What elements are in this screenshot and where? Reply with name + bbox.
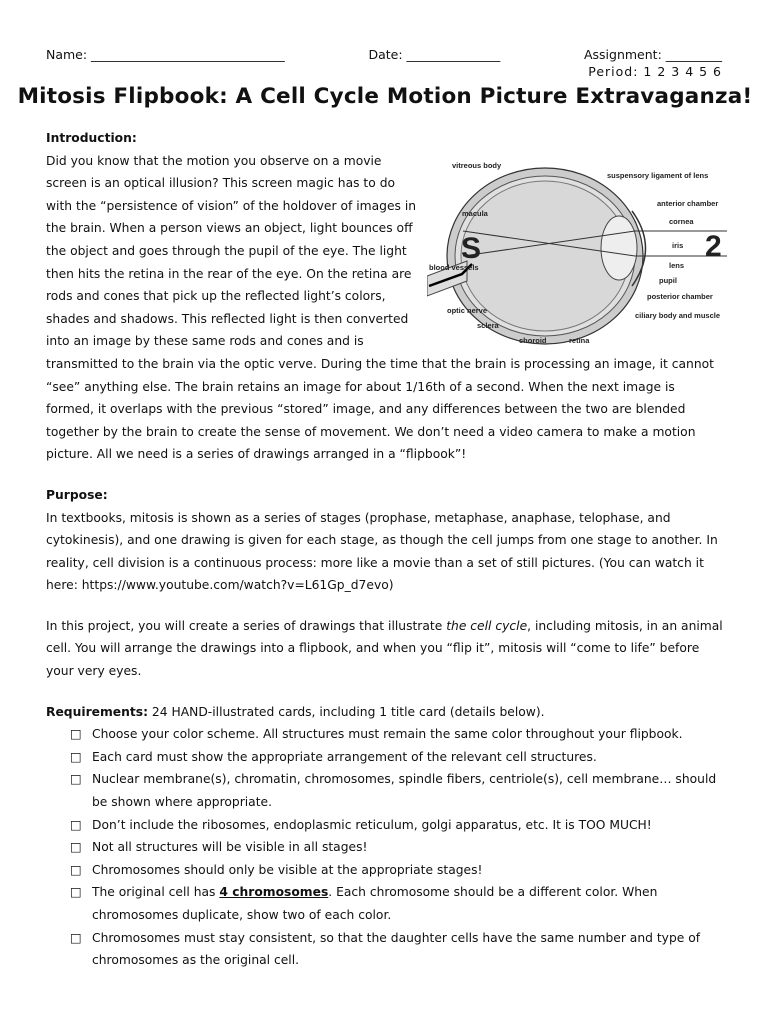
intro-text: Did you know that the motion you observe on a movie screen is an optical illusion? This screen magic has to do with the “persistence of vision” of the holdover of images in the brain. When a person views an object, light bounces off the object and goes through the pupil of the eye. The light then hits the retina in the rear of the eye. On the retina are rods and cones that pick up the reflected light’s colors, shades and shadows. This reflected light is then converted into an image by these same rods and cones and is transmitted to the brain via the optic verve. During the time that the brain is processing an image, it cannot “see” anything else. The brain retains an image for about 1/16th of a second. When the next image is formed, it overlaps with the previous “stored” image, and any differences between the two are blended together by the brain to create the sense of movement. We don’t need a video camera to make a motion picture. All we need is a series of drawings arranged in a “flipbook”! (46, 153, 714, 462)
label-iris: iris (672, 240, 684, 250)
label-blood-vessels: blood vessels (429, 262, 479, 272)
assignment-field: Assignment: _________ (583, 47, 722, 62)
name-field: Name: _______________________________ (46, 47, 285, 62)
checkbox-bullet-icon: □ (70, 930, 82, 945)
requirements-summary: 24 HAND-illustrated cards, including 1 title card (details below). (148, 704, 545, 719)
label-lens: lens (669, 260, 685, 270)
project-text-b: , including mitosis, in an animal cell. You will arrange the drawings into a flipbook, and when you “flip it”, mitosis will “come to life” before your very eyes. (46, 618, 723, 679)
list-item (70, 859, 726, 882)
list-item-text: Chromosomes should only be visible at the appropriate stages! (92, 862, 483, 877)
list-item-text (92, 881, 726, 926)
list-item (70, 723, 726, 746)
list-item-text: Not all structures will be visible in all stages! (92, 840, 368, 855)
eye-diagram (427, 156, 732, 348)
list-item-text: Choose your color scheme. All structures must remain the same color throughout your flipbook. (92, 727, 683, 742)
project-text-emphasis: the cell cycle (446, 618, 528, 633)
period-field: Period: 1 2 3 4 5 6 (588, 64, 722, 79)
label-ciliary: ciliary body and muscle (635, 310, 721, 320)
label-anterior: anterior chamber (657, 198, 719, 208)
list-item (70, 814, 726, 837)
checkbox-bullet-icon: □ (70, 817, 82, 832)
header (46, 47, 722, 79)
date-field: Date: _______________ (368, 47, 501, 62)
checkbox-bullet-icon: □ (70, 840, 82, 855)
checkbox-bullet-icon: □ (70, 862, 82, 877)
requirements-heading: Requirements: (46, 704, 149, 719)
requirements-list (46, 723, 726, 972)
label-cornea: cornea (669, 216, 694, 226)
label-pupil: pupil (659, 275, 677, 285)
list-item (70, 927, 726, 972)
checkbox-bullet-icon: □ (70, 772, 82, 787)
project-text (46, 615, 726, 683)
requirements-intro (46, 701, 726, 724)
list-item-text: Don’t include the ribosomes, endoplasmic reticulum, golgi apparatus, etc. It is TOO MUCH! (92, 817, 652, 832)
list-item (70, 836, 726, 859)
purpose-heading: Purpose: (46, 487, 108, 502)
label-choroid: choroid (519, 335, 547, 345)
list-item-text: Chromosomes must stay consistent, so that the daughter cells have the same number and type of chromosomes as the original cell. (92, 930, 701, 968)
intro-heading: Introduction: (46, 131, 137, 145)
label-vitreous: vitreous body (452, 160, 502, 170)
label-retina: retina (569, 335, 590, 345)
retina-image-glyph: S (461, 231, 482, 265)
item7-underlined: 4 chromosomes (219, 885, 329, 900)
purpose-text: In textbooks, mitosis is shown as a series of stages (prophase, metaphase, anaphase, telophase, and cytokinesis), and one drawing is given for each stage, as though the cell jumps from one stage to another. In reality, cell division is a continuous process: more like a movie than a set of still pictures. (You can watch it here: https://www.youtube.com/watch?v=L61Gp_d7evo) (46, 510, 718, 593)
list-item (70, 881, 726, 926)
object-glyph: 2 (705, 229, 722, 263)
checkbox-bullet-icon: □ (70, 727, 82, 742)
checkbox-bullet-icon: □ (70, 885, 82, 900)
list-item (70, 768, 726, 813)
item7-text-a: The original cell has (92, 885, 220, 900)
list-item-text: Nuclear membrane(s), chromatin, chromosomes, spindle fibers, centriole(s), cell membrane… should be shown where appropriate. (92, 772, 717, 810)
page-title: Mitosis Flipbook: A Cell Cycle Motion Picture Extravaganza! (17, 84, 753, 109)
list-item-text: Each card must show the appropriate arrangement of the relevant cell structures. (92, 749, 597, 764)
checkbox-bullet-icon: □ (70, 749, 82, 764)
project-text-a: In this project, you will create a series of drawings that illustrate (46, 618, 447, 633)
label-optic-nerve: optic nerve (447, 305, 488, 315)
label-sclera: sclera (477, 320, 499, 330)
label-suspensory: suspensory ligament of lens (607, 170, 709, 180)
item7-text-b: . Each chromosome should be a different color. When chromosomes duplicate, show two of each color. (92, 885, 658, 922)
label-macula: macula (462, 208, 488, 218)
list-item (70, 746, 726, 769)
label-posterior: posterior chamber (647, 291, 713, 301)
